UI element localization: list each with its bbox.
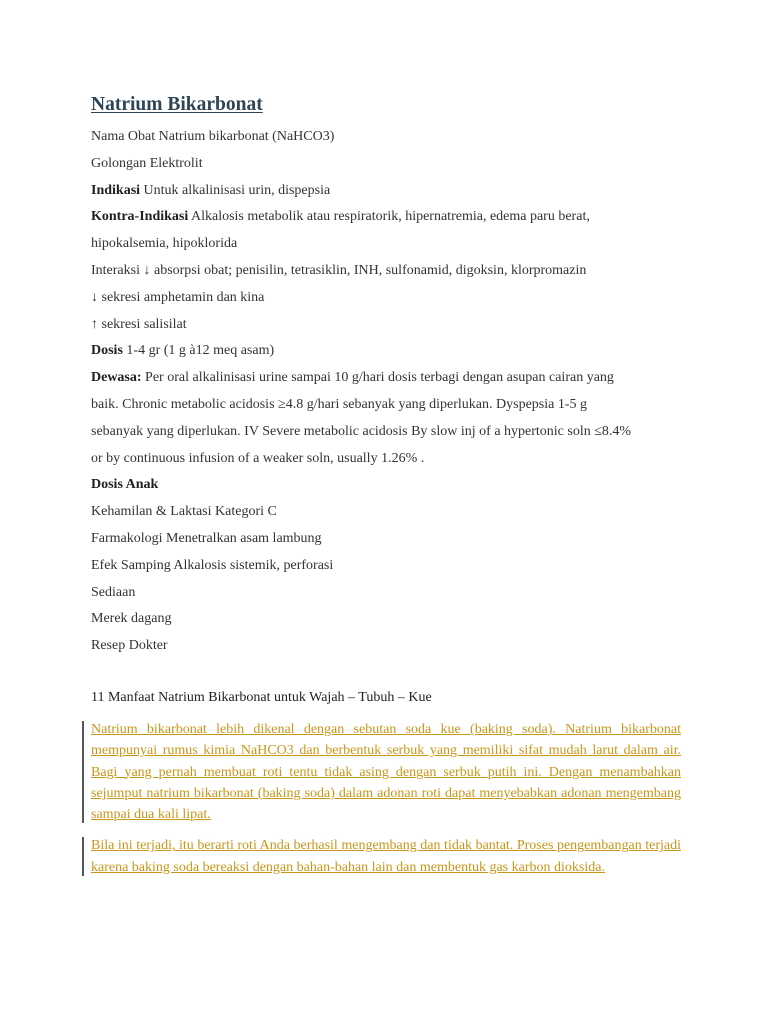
indikasi-label: Indikasi [91, 182, 141, 198]
dewasa-line-4: or by continuous infusion of a weaker soln, usually 1.26% . [91, 450, 425, 466]
indikasi-line [91, 178, 681, 205]
dewasa-line-3: sebanyak yang diperlukan. IV Severe metabolic acidosis By slow inj of a hypertonic soln ≤8.4% [91, 423, 632, 439]
resep-dokter-line: Resep Dokter [91, 638, 168, 654]
document-page [91, 92, 681, 888]
dosis-line [91, 338, 681, 365]
section-spacer [91, 660, 681, 685]
sediaan-line: Sediaan [91, 584, 136, 600]
dewasa-line-1 [91, 365, 681, 392]
interaksi-line-2: ↓ sekresi amphetamin dan kina [91, 289, 265, 305]
kontra-indikasi-line-2: hipokalsemia, hipoklorida [91, 236, 238, 252]
interaksi-line-1: Interaksi ↓ absorpsi obat; penisilin, tetrasiklin, INH, sulfonamid, digoksin, klorpromazin [91, 262, 587, 278]
merek-dagang-line: Merek dagang [91, 611, 172, 627]
quote-paragraph-1[interactable]: Natrium bikarbonat lebih dikenal dengan sebutan soda kue (baking soda). Natrium bikarbonat mempunyai rumus kimia NaHCO3 dan berbentuk serbuk yang memiliki sifat mudah larut dalam air. Bagi yang pernah membuat roti tentu tidak asing dengan serbuk putih ini. Dengan menambahkan sejumput natrium bikarbonat (baking soda) dalam adonan roti dapat menyebabkan adonan mengembang sampai dua kali lipat. [91, 719, 681, 825]
dewasa-line-2: baik. Chronic metabolic acidosis ≥4.8 g/hari sebanyak yang diperlukan. Dyspepsia 1-5 g [91, 396, 588, 412]
indikasi-text: Untuk alkalinisasi urin, dispepsia [140, 182, 331, 198]
farmakologi-line: Farmakologi Menetralkan asam lambung [91, 530, 322, 546]
dewasa-text-1: Per oral alkalinisasi urine sampai 10 g/hari dosis terbagi dengan asupan cairan yang [141, 370, 614, 386]
section-subtitle: 11 Manfaat Natrium Bikarbonat untuk Wajah – Tubuh – Kue [91, 689, 432, 705]
interaksi-line-3: ↑ sekresi salisilat [91, 316, 187, 332]
nama-obat-line: Nama Obat Natrium bikarbonat (NaHCO3) [91, 129, 335, 144]
golongan-line: Golongan Elektrolit [91, 155, 203, 171]
efek-samping-line: Efek Samping Alkalosis sistemik, perforasi [91, 557, 334, 573]
dosis-label: Dosis [91, 343, 123, 359]
kontra-indikasi-text: Alkalosis metabolik atau respiratorik, hipernatremia, edema paru berat, [188, 209, 590, 225]
kontra-indikasi-line [91, 204, 681, 231]
kontra-indikasi-label: Kontra-Indikasi [91, 209, 189, 225]
dosis-text: 1-4 gr (1 g à12 meq asam) [122, 343, 275, 359]
document-title: Natrium Bikarbonat [91, 94, 263, 115]
quote-paragraph-2[interactable]: Bila ini terjadi, itu berarti roti Anda berhasil mengembang dan tidak bantat. Proses pengembangan terjadi karena baking soda bereaksi dengan bahan-bahan lain dan membentuk gas karbon dioksida. [91, 835, 681, 878]
kehamilan-line: Kehamilan & Laktasi Kategori C [91, 504, 277, 520]
dewasa-label: Dewasa: [91, 370, 142, 386]
dosis-anak-heading: Dosis Anak [91, 477, 159, 493]
